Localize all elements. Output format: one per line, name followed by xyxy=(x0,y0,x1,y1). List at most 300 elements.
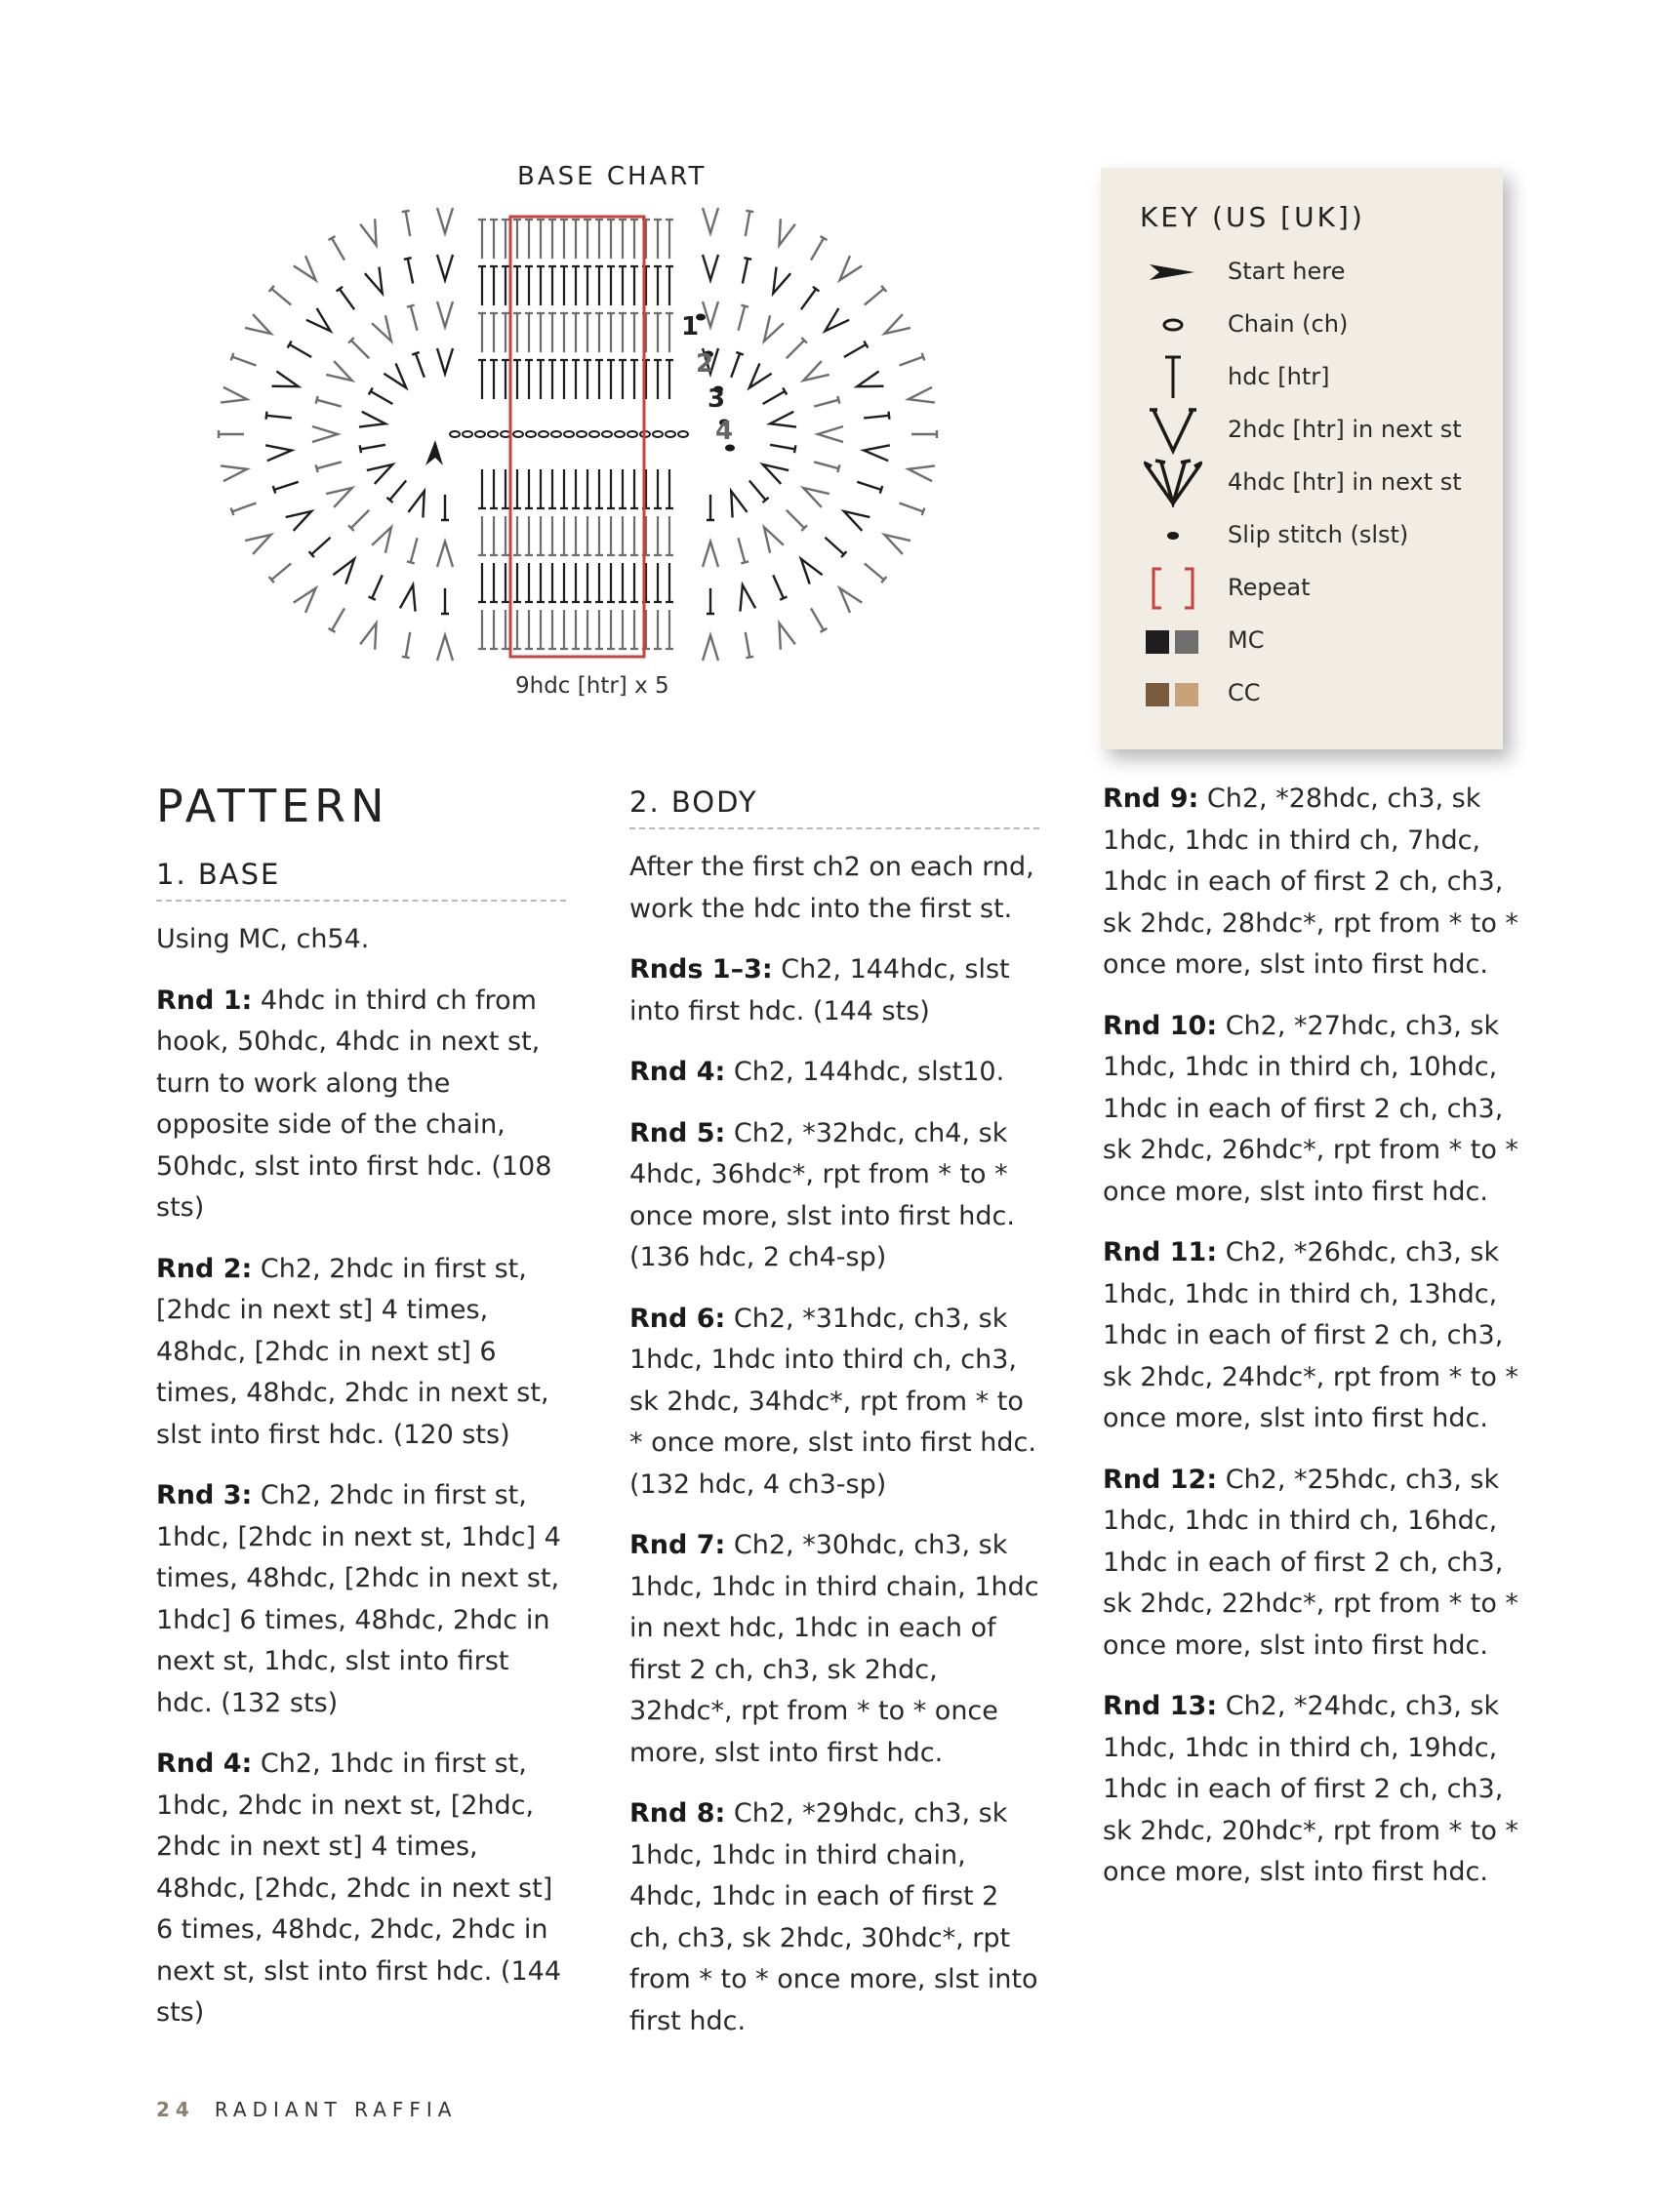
round-labels xyxy=(681,312,733,446)
curve-stitch xyxy=(764,315,784,342)
hdc-stitch xyxy=(513,610,521,649)
curve-stitch xyxy=(909,387,935,403)
curve-stitch xyxy=(329,236,344,261)
curve-stitch xyxy=(402,632,410,658)
hdc-stitch xyxy=(595,516,603,555)
body-round-9: Rnd 9: Ch2, *28hdc, ch3, sk 1hdc, 1hdc in third ch, 7hdc, 1hdc in each of first 2 ch, ch3, sk 2hdc, 28hdc*, rpt from * to * once more, slst into first hdc. xyxy=(1103,784,1518,980)
key-row-repeat xyxy=(1101,564,1503,613)
hdc-stitch xyxy=(525,563,533,602)
hdc-stitch xyxy=(478,610,486,649)
hdc-stitch xyxy=(548,313,556,352)
hdc-stitch xyxy=(666,516,673,555)
curve-stitch xyxy=(407,305,418,331)
repeat-bracket-icon xyxy=(1144,564,1202,613)
body-heading: 2. BODY xyxy=(629,784,1039,829)
curve-stitch xyxy=(441,588,449,614)
curve-stitch xyxy=(294,588,316,613)
hdc-stitch xyxy=(666,313,673,352)
curve-stitch xyxy=(703,635,718,661)
hdc-stitch xyxy=(537,313,545,352)
curve-stitch xyxy=(764,527,784,553)
hdc-stitch xyxy=(607,360,615,399)
chart-stitches xyxy=(219,208,937,661)
hdc-stitch xyxy=(525,266,533,305)
hdc-stitch xyxy=(572,469,580,508)
hdc-stitch xyxy=(478,469,486,508)
hdc-stitch xyxy=(595,220,603,259)
curve-stitch xyxy=(703,302,718,327)
body-round-13: Rnd 13: Ch2, *24hdc, ch3, sk 1hdc, 1hdc in third ch, 19hdc, 1hdc in each of first 2 ch, ch3, sk 2hdc, 20hdc*, rpt from * to * once more, slst into first hdc. xyxy=(1103,1691,1518,1887)
hdc-stitch xyxy=(490,313,498,352)
hdc-stitch xyxy=(502,360,509,399)
hdc-stitch xyxy=(584,313,591,352)
curve-stitch xyxy=(329,608,344,632)
hdc-stitch xyxy=(595,266,603,305)
curve-stitch xyxy=(286,511,312,531)
chain-stitch xyxy=(526,431,536,437)
curve-stitch xyxy=(384,363,406,387)
curve-stitch xyxy=(316,462,342,472)
curve-stitch xyxy=(773,267,790,294)
4hdc-icon xyxy=(1144,459,1202,507)
chain-stitch xyxy=(577,431,587,437)
curve-stitch xyxy=(814,462,839,472)
hdc-stitch xyxy=(584,563,591,602)
curve-stitch xyxy=(770,445,795,453)
curve-stitch xyxy=(814,396,839,407)
hdc-stitch xyxy=(654,516,662,555)
chart-caption: 9hdc [htr] x 5 xyxy=(515,673,669,699)
curve-stitch xyxy=(779,219,794,245)
base-round-3: Rnd 3: Ch2, 2hdc in first st, 1hdc, [2hdc in next st, 1hdc] 4 times, 48hdc, [2hdc in next st, 1hdc] 6 times, 48hdc, 2hdc in next st, 1hdc, slst into first hdc. (132 sts) xyxy=(156,1480,561,1718)
hdc-stitch xyxy=(537,469,545,508)
body-round-7: Rnd 7: Ch2, *30hdc, ch3, sk 1hdc, 1hdc in third chain, 1hdc in next hdc, 1hdc in each of first 2 ch, ch3, sk 2hdc, 32hdc*, rpt from * to * once more, slst into first hdc. xyxy=(629,1530,1039,1768)
curve-stitch xyxy=(441,495,449,520)
curve-stitch xyxy=(265,445,292,461)
curve-stitch xyxy=(219,430,244,438)
hdc-stitch xyxy=(666,360,673,399)
base-heading: 1. BASE xyxy=(156,857,566,902)
hdc-stitch xyxy=(537,220,545,259)
curve-stitch xyxy=(707,495,714,520)
column-2 xyxy=(629,784,1039,2062)
body-round-4: Rnd 4: Ch2, 144hdc, slst10. xyxy=(629,1057,1005,1087)
column-3 xyxy=(1103,779,1522,1913)
hdc-stitch xyxy=(513,220,521,259)
hdc-stitch xyxy=(513,266,521,305)
chain-stitch xyxy=(475,431,485,437)
curve-stitch xyxy=(825,308,849,331)
hdc-stitch xyxy=(630,516,638,555)
hdc-stitch xyxy=(502,516,509,555)
hdc-stitch xyxy=(607,469,615,508)
hdc-stitch xyxy=(607,313,615,352)
hdc-stitch xyxy=(654,220,662,259)
curve-stitch xyxy=(707,588,714,614)
curve-stitch xyxy=(245,535,271,554)
hdc-stitch xyxy=(630,266,638,305)
hdc-stitch xyxy=(490,266,498,305)
curve-stitch xyxy=(787,510,807,531)
curve-stitch xyxy=(309,538,331,557)
hdc-stitch xyxy=(513,563,521,602)
hdc-stitch xyxy=(560,469,568,508)
curve-stitch xyxy=(743,258,751,283)
curve-stitch xyxy=(326,361,352,381)
curve-stitch xyxy=(360,623,376,650)
hdc-stitch xyxy=(560,516,568,555)
column-1 xyxy=(156,781,566,2054)
hdc-stitch xyxy=(502,469,509,508)
hdc-stitch xyxy=(572,313,580,352)
body-round-12: Rnd 12: Ch2, *25hdc, ch3, sk 1hdc, 1hdc in third ch, 16hdc, 1hdc in each of first 2 ch, ch3, sk 2hdc, 22hdc*, rpt from * to * once more, slst into first hdc. xyxy=(1103,1464,1518,1661)
hdc-stitch xyxy=(584,469,591,508)
hdc-stitch xyxy=(572,360,580,399)
curve-stitch xyxy=(288,342,312,357)
curve-stitch xyxy=(359,412,385,427)
hdc-stitch xyxy=(548,266,556,305)
chain-stitch xyxy=(539,431,548,437)
hdc-stitch xyxy=(595,360,603,399)
curve-stitch xyxy=(801,287,820,309)
curve-stitch xyxy=(803,488,830,507)
chain-stitch xyxy=(666,431,675,437)
curve-stitch xyxy=(738,305,749,331)
round-label-1: 1 xyxy=(681,312,700,342)
curve-stitch xyxy=(348,510,369,531)
curve-stitch xyxy=(703,255,718,280)
hdc-stitch xyxy=(478,313,486,352)
hdc-stitch xyxy=(490,563,498,602)
hdc-stitch xyxy=(525,469,533,508)
key-row-slst xyxy=(1101,511,1503,560)
key-label-hdc: hdc [htr] xyxy=(1228,363,1330,390)
hdc-stitch xyxy=(478,516,486,555)
base-chart xyxy=(166,200,1005,668)
hdc-stitch xyxy=(595,313,603,352)
curve-stitch xyxy=(316,396,342,407)
curve-stitch xyxy=(900,503,925,515)
curve-stitch xyxy=(407,538,418,563)
round-label-2: 2 xyxy=(696,349,714,379)
hdc-stitch xyxy=(607,563,615,602)
pattern-title: PATTERN xyxy=(156,780,389,832)
hdc-stitch xyxy=(537,563,545,602)
curve-stitch xyxy=(348,338,369,358)
hdc-stitch xyxy=(584,220,591,259)
body-round-11: Rnd 11: Ch2, *26hdc, ch3, sk 1hdc, 1hdc in third ch, 13hdc, 1hdc in each of first 2 ch, ch3, sk 2hdc, 24hdc*, rpt from * to * once more, slst into first hdc. xyxy=(1103,1237,1518,1433)
hdc-stitch xyxy=(560,610,568,649)
hdc-stitch xyxy=(560,313,568,352)
curve-stitch xyxy=(437,635,453,661)
hdc-stitch xyxy=(548,360,556,399)
body-round-5: Rnd 5: Ch2, *32hdc, ch4, sk 4hdc, 36hdc*, rpt from * to * once more, slst into first hdc. (136 hdc, 2 ch4-sp) xyxy=(629,1117,1015,1272)
curve-stitch xyxy=(839,256,862,280)
curve-stitch xyxy=(825,538,846,557)
hdc-stitch xyxy=(513,516,521,555)
key-row-cc xyxy=(1101,669,1503,718)
hdc-stitch xyxy=(654,313,662,352)
hdc-stitch xyxy=(560,266,568,305)
hdc-stitch xyxy=(502,610,509,649)
hdc-stitch xyxy=(630,220,638,259)
hdc-stitch xyxy=(654,266,662,305)
chain-stitch xyxy=(564,431,574,437)
hdc-stitch xyxy=(548,469,556,508)
curve-stitch xyxy=(360,445,385,453)
hdc-stitch xyxy=(619,313,627,352)
curve-stitch xyxy=(372,315,391,342)
hdc-stitch xyxy=(607,220,615,259)
hdc-stitch xyxy=(654,563,662,602)
curve-stitch xyxy=(864,412,889,420)
hdc-stitch xyxy=(525,610,533,649)
hdc-stitch xyxy=(619,469,627,508)
curve-stitch xyxy=(437,255,453,280)
hdc-stitch xyxy=(478,220,486,259)
curve-stitch xyxy=(221,465,247,481)
curve-stitch xyxy=(312,426,338,442)
hdc-stitch xyxy=(560,563,568,602)
chain-stitch xyxy=(602,431,612,437)
hdc-stitch xyxy=(513,313,521,352)
curve-stitch xyxy=(731,352,744,378)
hdc-icon xyxy=(1144,353,1202,402)
curve-stitch xyxy=(400,585,416,612)
hdc-stitch xyxy=(572,266,580,305)
hdc-stitch xyxy=(537,266,545,305)
page-footer xyxy=(156,2098,457,2121)
chain-stitch xyxy=(678,431,688,437)
base-round-4: Rnd 4: Ch2, 1hdc in first st, 1hdc, 2hdc in next st, [2hdc, 2hdc in next st] 4 times, 48hdc, [2hdc, 2hdc in next st] 6 times, 48hdc, 2hdc, 2hdc in next st, slst into first hdc. (144 sts) xyxy=(156,1749,561,2028)
hdc-stitch xyxy=(478,360,486,399)
key-row-chain xyxy=(1101,301,1503,349)
hdc-stitch xyxy=(478,563,486,602)
hdc-stitch xyxy=(584,266,591,305)
hdc-stitch xyxy=(525,360,533,399)
chain-stitch xyxy=(513,431,523,437)
curve-stitch xyxy=(231,353,257,366)
hdc-stitch xyxy=(595,563,603,602)
curve-stitch xyxy=(740,585,755,612)
curve-stitch xyxy=(365,267,383,294)
curve-stitch xyxy=(909,465,935,481)
key-label-chain: Chain (ch) xyxy=(1228,310,1349,338)
key-label-mc: MC xyxy=(1228,626,1265,654)
curve-stitch xyxy=(272,372,299,387)
curve-stitch xyxy=(437,302,453,327)
chain-stitch xyxy=(627,431,637,437)
hdc-stitch xyxy=(502,220,509,259)
hdc-stitch xyxy=(666,266,673,305)
hdc-stitch xyxy=(619,220,627,259)
hdc-stitch xyxy=(548,516,556,555)
key-label-4hdc: 4hdc [htr] in next st xyxy=(1228,468,1462,496)
chain-stitch xyxy=(653,431,663,437)
body-round-1-3: Rnds 1–3: Ch2, 144hdc, slst into first hdc. (144 sts) xyxy=(629,954,1010,1026)
curve-stitch xyxy=(386,480,406,502)
hdc-stitch xyxy=(525,516,533,555)
mc-swatch-icon xyxy=(1144,617,1202,665)
curve-stitch xyxy=(273,482,299,494)
key-row-hdc xyxy=(1101,353,1503,402)
hdc-stitch xyxy=(548,220,556,259)
curve-stitch xyxy=(884,314,910,334)
hdc-stitch xyxy=(630,610,638,649)
book-title: RADIANT RAFFIA xyxy=(214,2098,458,2121)
curve-stitch xyxy=(864,445,890,461)
curve-stitch xyxy=(412,352,425,378)
curve-stitch xyxy=(803,361,830,381)
hdc-stitch xyxy=(490,469,498,508)
hdc-stitch xyxy=(572,516,580,555)
curve-stitch xyxy=(372,527,391,553)
curve-stitch xyxy=(779,623,794,650)
hdc-stitch xyxy=(548,610,556,649)
body-round-10: Rnd 10: Ch2, *27hdc, ch3, sk 1hdc, 1hdc in third ch, 10hdc, 1hdc in each of first 2 ch, ch3, sk 2hdc, 26hdc*, rpt from * to * once more, slst into first hdc. xyxy=(1103,1010,1518,1207)
key-row-2hdc xyxy=(1101,406,1503,455)
key-label-cc: CC xyxy=(1228,679,1261,706)
hdc-stitch xyxy=(525,313,533,352)
hdc-stitch xyxy=(490,610,498,649)
hdc-stitch xyxy=(619,516,627,555)
chain-stitch xyxy=(450,431,460,437)
curve-stitch xyxy=(738,538,749,563)
hdc-stitch xyxy=(630,313,638,352)
hdc-stitch xyxy=(502,313,509,352)
start-arrow-icon xyxy=(425,440,443,465)
hdc-stitch xyxy=(490,516,498,555)
page-number: 24 xyxy=(156,2098,195,2121)
curve-stitch xyxy=(269,563,291,583)
curve-stitch xyxy=(811,236,827,261)
curve-stitch xyxy=(369,575,383,599)
hdc-stitch xyxy=(607,516,615,555)
body-round-8: Rnd 8: Ch2, *29hdc, ch3, sk 1hdc, 1hdc in third chain, 4hdc, 1hdc in each of first 2 ch, ch3, sk 2hdc, 30hdc*, rpt from * to * once more, slst into first hdc. xyxy=(629,1798,1038,2036)
body-round-6: Rnd 6: Ch2, *31hdc, ch3, sk 1hdc, 1hdc into third ch, ch3, sk 2hdc, 34hdc*, rpt from * to * once more, slst into first hdc. (132 hdc, 4 ch3-sp) xyxy=(629,1303,1036,1500)
curve-stitch xyxy=(770,412,796,427)
curve-stitch xyxy=(367,464,393,484)
key-row-start xyxy=(1101,248,1503,297)
curve-stitch xyxy=(865,286,886,305)
curve-stitch xyxy=(731,491,747,517)
key-panel xyxy=(1101,168,1503,749)
hdc-stitch xyxy=(572,563,580,602)
hdc-stitch xyxy=(666,469,673,508)
hdc-stitch xyxy=(619,266,627,305)
curve-stitch xyxy=(884,535,910,554)
base-round-1: Rnd 1: 4hdc in third ch from hook, 50hdc, 4hdc in next st, turn to work along the opposite side of the chain, 50hdc, slst into first hdc. (108 sts) xyxy=(156,985,552,1223)
curve-stitch xyxy=(746,211,753,236)
key-label-start: Start here xyxy=(1228,258,1346,285)
key-label-2hdc: 2hdc [htr] in next st xyxy=(1228,416,1462,443)
curve-stitch xyxy=(404,258,413,283)
curve-stitch xyxy=(773,575,787,599)
curve-stitch xyxy=(221,387,247,403)
curve-stitch xyxy=(857,482,882,494)
hdc-stitch xyxy=(490,220,498,259)
curve-stitch xyxy=(402,211,410,236)
curve-stitch xyxy=(369,388,393,404)
curve-stitch xyxy=(269,286,291,305)
hdc-stitch xyxy=(537,610,545,649)
round-label-4: 4 xyxy=(715,417,734,446)
hdc-stitch xyxy=(502,563,509,602)
hdc-stitch xyxy=(560,360,568,399)
curve-stitch xyxy=(763,464,789,484)
curve-stitch xyxy=(337,287,355,309)
hdc-stitch xyxy=(654,360,662,399)
chain-stitch xyxy=(615,431,625,437)
hdc-stitch xyxy=(572,220,580,259)
base-intro: Using MC, ch54. xyxy=(156,924,370,954)
curve-stitch xyxy=(801,559,823,584)
2hdc-icon xyxy=(1144,406,1202,455)
curve-stitch xyxy=(333,559,354,584)
hdc-stitch xyxy=(654,610,662,649)
hdc-stitch xyxy=(619,563,627,602)
hdc-stitch xyxy=(584,516,591,555)
hdc-stitch xyxy=(619,360,627,399)
curve-stitch xyxy=(437,542,453,567)
curve-stitch xyxy=(306,308,331,331)
curve-stitch xyxy=(746,632,753,658)
hdc-stitch xyxy=(478,266,486,305)
body-intro: After the first ch2 on each rnd, work the hdc into the first st. xyxy=(629,852,1034,924)
round-label-3: 3 xyxy=(708,384,726,414)
hdc-stitch xyxy=(654,469,662,508)
hdc-stitch xyxy=(630,563,638,602)
hdc-stitch xyxy=(595,469,603,508)
curve-stitch xyxy=(703,542,718,567)
hdc-stitch xyxy=(607,610,615,649)
hdc-stitch xyxy=(584,610,591,649)
curve-stitch xyxy=(749,363,772,387)
hdc-stitch xyxy=(560,220,568,259)
key-row-mc xyxy=(1101,617,1503,665)
curve-stitch xyxy=(749,480,769,502)
curve-stitch xyxy=(245,314,271,334)
hdc-stitch xyxy=(537,516,545,555)
hdc-stitch xyxy=(502,266,509,305)
key-row-4hdc xyxy=(1101,459,1503,507)
key-label-slst: Slip stitch (slst) xyxy=(1228,521,1409,548)
hdc-stitch xyxy=(595,610,603,649)
hdc-stitch xyxy=(548,563,556,602)
curve-stitch xyxy=(865,563,886,583)
hdc-stitch xyxy=(513,360,521,399)
curve-stitch xyxy=(857,372,883,387)
curve-stitch xyxy=(844,342,869,357)
hdc-stitch xyxy=(630,469,638,508)
chain-stitch xyxy=(463,431,472,437)
curve-stitch xyxy=(811,608,827,632)
curve-stitch xyxy=(844,511,870,531)
cc-swatch-icon xyxy=(1144,669,1202,718)
chart-title: BASE CHART xyxy=(517,162,708,191)
hdc-stitch xyxy=(584,360,591,399)
curve-stitch xyxy=(839,588,862,613)
hdc-stitch xyxy=(666,610,673,649)
curve-stitch xyxy=(231,503,257,515)
hdc-stitch xyxy=(630,360,638,399)
curve-stitch xyxy=(900,353,925,366)
curve-stitch xyxy=(326,488,352,507)
curve-stitch xyxy=(266,412,292,420)
curve-stitch xyxy=(437,348,453,374)
curve-stitch xyxy=(294,256,316,280)
hdc-stitch xyxy=(490,360,498,399)
